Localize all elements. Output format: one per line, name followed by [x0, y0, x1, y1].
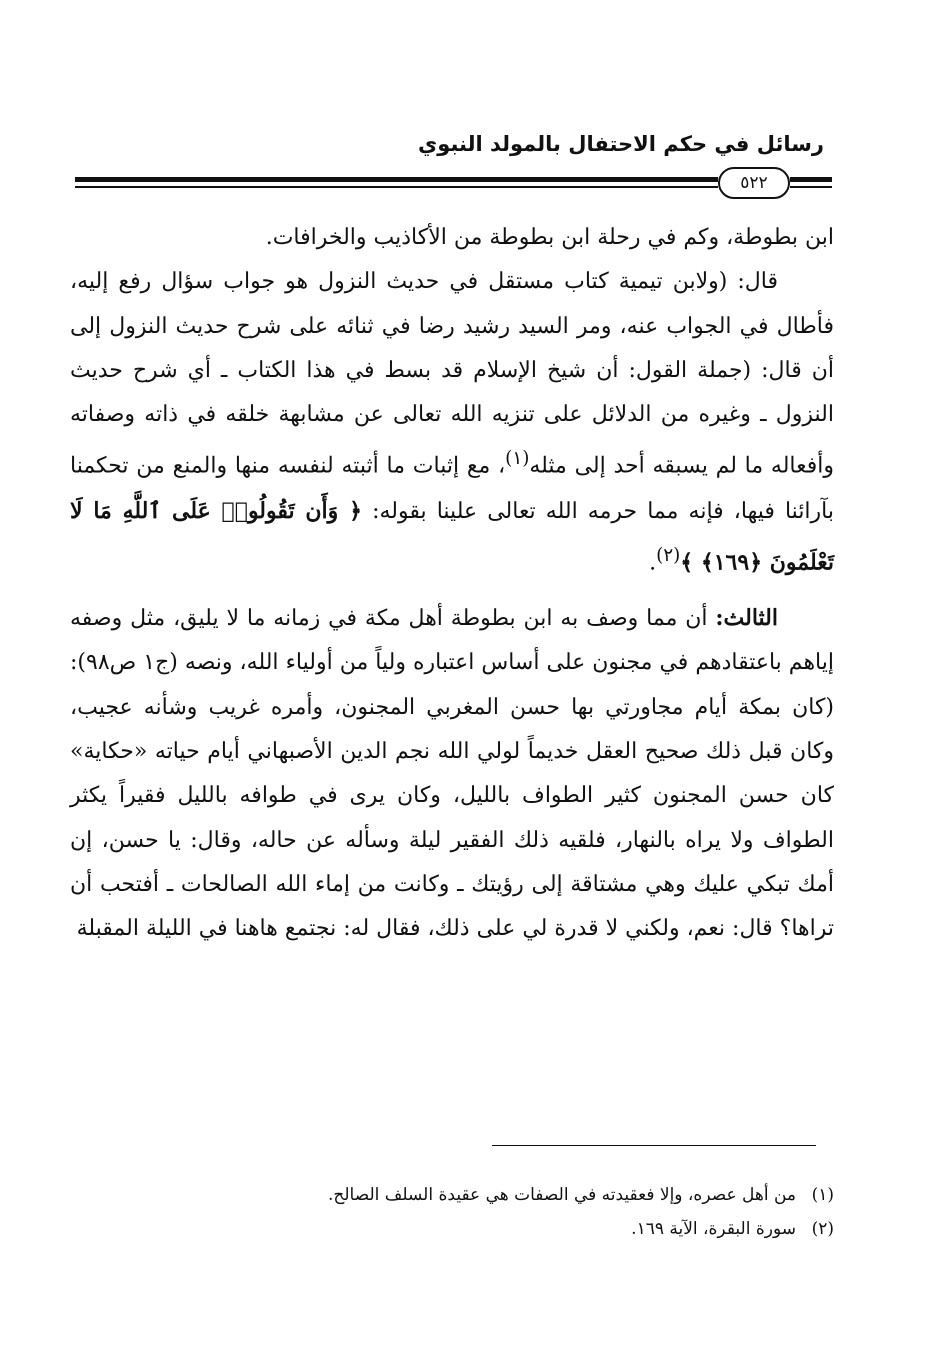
quran-verse: ﴿ وَأَن تَقُولُوا۟ عَلَى ٱللَّهِ مَا لَا تَعْلَمُونَ ﴿١٦٩﴾ ﴾ — [70, 498, 834, 576]
footnote-1-text: من أهل عصره، وإلا فعقيدته في الصفات هي عقيدة السلف الصالح. — [328, 1185, 796, 1205]
body-text — [70, 216, 834, 951]
footnote-ref-2: (٢) — [656, 545, 681, 567]
footnote-ref-1: (١) — [505, 448, 530, 470]
footnote-2-number: (٢) — [811, 1219, 834, 1239]
header-rule-thin-right — [790, 186, 832, 188]
footnote-1 — [150, 1178, 834, 1212]
footnotes — [150, 1178, 834, 1246]
header-rule-thick-right — [790, 177, 832, 182]
paragraph-3-lead: الثالث: — [715, 605, 778, 632]
paragraph-1: ابن بطوطة، وكم في رحلة ابن بطوطة من الأكاذيب والخرافات. — [265, 225, 834, 250]
paragraph-2-cont: ، مع إثبات ما أثبته لنفسه منها والمنع من تحكمنا بآرائنا فيها، فإنه مما حرمه الله تعالى علينا بقوله: — [70, 453, 834, 525]
footnote-2 — [150, 1212, 834, 1246]
page-number: ٥٢٢ — [718, 167, 790, 199]
header-rule-thin-left — [75, 186, 718, 188]
paragraph-2 — [70, 260, 834, 586]
paragraph-2-end: . — [649, 550, 657, 576]
paragraph-3-text: أن مما وصف به ابن بطوطة أهل مكة في زمانه ما لا يليق، مثل وصفه إياهم باعتقادهم في مجنون على أساس اعتباره ولياً من أولياء الله، ونصه (ج١ ص٩٨): (كان بمكة أيام مجاورتي بها حسن المغربي المجنون، وأمره غريب وشأنه عجيب، وكان قبل ذلك صحيح العقل خديماً لولي الله نجم الدين الأصبهاني أيام حياته «حكاية» كان حسن المجنون كثير الطواف بالليل، وكان يرى في طوافه بالليل فقيراً يكثر الطواف ولا يراه بالنهار، فلقيه ذلك الفقير ليلة وسأله عن حاله، وقال: يا حسن، إن أمك تبكي عليك وهي مشتاقة إلى رؤيتك ـ وكانت من إماء الله الصالحات ـ أفتحب أن تراها؟ قال: نعم، ولكني لا قدرة لي على ذلك، فقال له: نجتمع هاهنا في الليلة المقبلة — [70, 606, 834, 942]
running-title: رسائل في حكم الاحتفال بالمولد النبوي — [418, 132, 824, 156]
footnote-divider — [492, 1145, 816, 1146]
footnote-1-number: (١) — [811, 1185, 834, 1205]
header-rule-thick-left — [75, 177, 718, 182]
footnote-2-text: سورة البقرة، الآية ١٦٩. — [631, 1219, 796, 1239]
paragraph-3 — [70, 596, 834, 951]
paragraph-2-text: قال: (ولابن تيمية كتاب مستقل في حديث النزول هو جواب سؤال رفع إليه، فأطال في الجواب عنه، ومر السيد رشيد رضا في ثنائه على شرح حديث النزول إلى أن قال: (جملة القول: أن شيخ الإسلام قد بسط في هذا الكتاب ـ أي شرح حديث النزول ـ وغيره من الدلائل على تنزيه الله تعالى عن مشابهة خلقه في ذاته وصفاته وأفعاله ما لم يسبقه أحد إلى مثله — [70, 269, 834, 479]
